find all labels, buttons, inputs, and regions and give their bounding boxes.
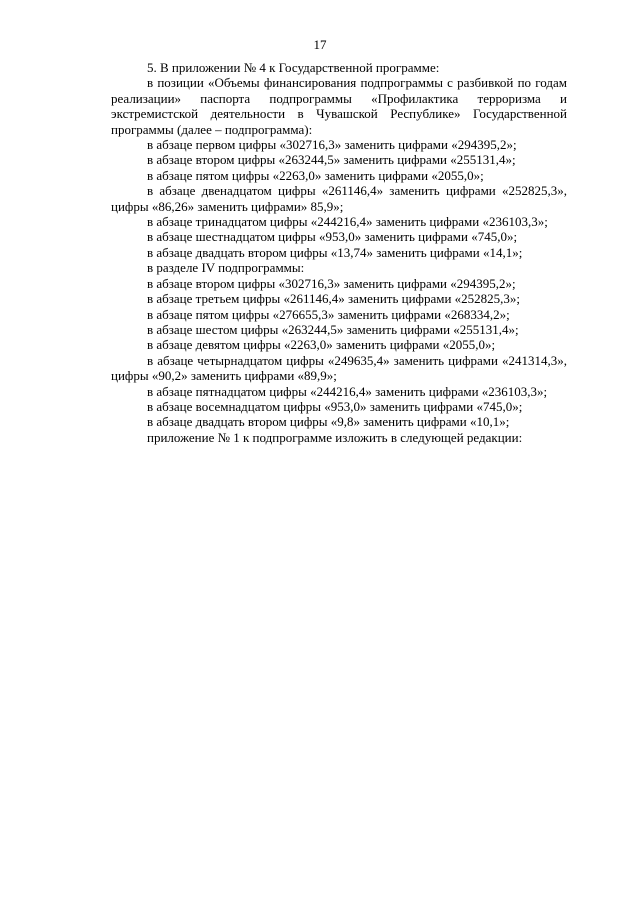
paragraph-section-5: 5. В приложении № 4 к Государственной программе: [147, 60, 440, 75]
paragraph-amendment: в абзаце втором цифры «263244,5» заменить цифрами «255131,4»; [147, 152, 516, 168]
paragraph-amendment: в абзаце пятнадцатом цифры «244216,4» заменить цифрами «236103,3»; [147, 383, 548, 399]
paragraph-appendix-statement: приложение № 1 к подпрограмме изложить в следующей редакции: [147, 429, 523, 445]
paragraph-section-iv: в разделе IV подпрограммы: [147, 260, 305, 276]
paragraph-amendment: в абзаце двенадцатом цифры «261146,4» заменить цифрами «252825,3», цифры «86,26» заменить цифрами» 85,9»; [111, 183, 567, 214]
paragraph-amendment: в абзаце двадцать втором цифры «13,74» заменить цифрами «14,1»; [147, 244, 523, 260]
paragraph-amendment: в абзаце шестом цифры «263244,5» заменить цифрами «255131,4»; [147, 321, 519, 337]
paragraph-amendment: в абзаце первом цифры «302716,3» заменить цифрами «294395,2»; [147, 137, 517, 153]
paragraph-financing-position: в позиции «Объемы финансирования подпрограммы с разбивкой по годам реализации» паспорта подпрограммы «Профилактика терроризма и экстремистской деятельности в Чувашской Республике» Государственной программы (далее – подпрограмма): [111, 75, 567, 137]
document-body [111, 60, 567, 445]
paragraph-amendment: в абзаце третьем цифры «261146,4» заменить цифрами «252825,3»; [147, 291, 521, 307]
paragraph-amendment: в абзаце девятом цифры «2263,0» заменить цифрами «2055,0»; [147, 337, 496, 353]
paragraph-amendment: в абзаце тринадцатом цифры «244216,4» заменить цифрами «236103,3»; [147, 214, 548, 230]
page-number: 17 [313, 37, 327, 52]
paragraph-amendment: в абзаце пятом цифры «276655,3» заменить цифрами «268334,2»; [147, 306, 510, 322]
paragraph-amendment: в абзаце втором цифры «302716,3» заменить цифрами «294395,2»; [147, 275, 516, 291]
paragraph-amendment: в абзаце двадцать втором цифры «9,8» заменить цифрами «10,1»; [147, 414, 510, 430]
paragraph-amendment: в абзаце шестнадцатом цифры «953,0» заменить цифрами «745,0»; [147, 229, 518, 245]
paragraph-amendment: в абзаце четырнадцатом цифры «249635,4» заменить цифрами «241314,3», цифры «90,2» заменить цифрами «89,9»; [111, 352, 567, 384]
paragraph-amendment: в абзаце пятом цифры «2263,0» заменить цифрами «2055,0»; [147, 167, 484, 183]
paragraph-amendment: в абзаце восемнадцатом цифры «953,0» заменить цифрами «745,0»; [147, 398, 523, 414]
